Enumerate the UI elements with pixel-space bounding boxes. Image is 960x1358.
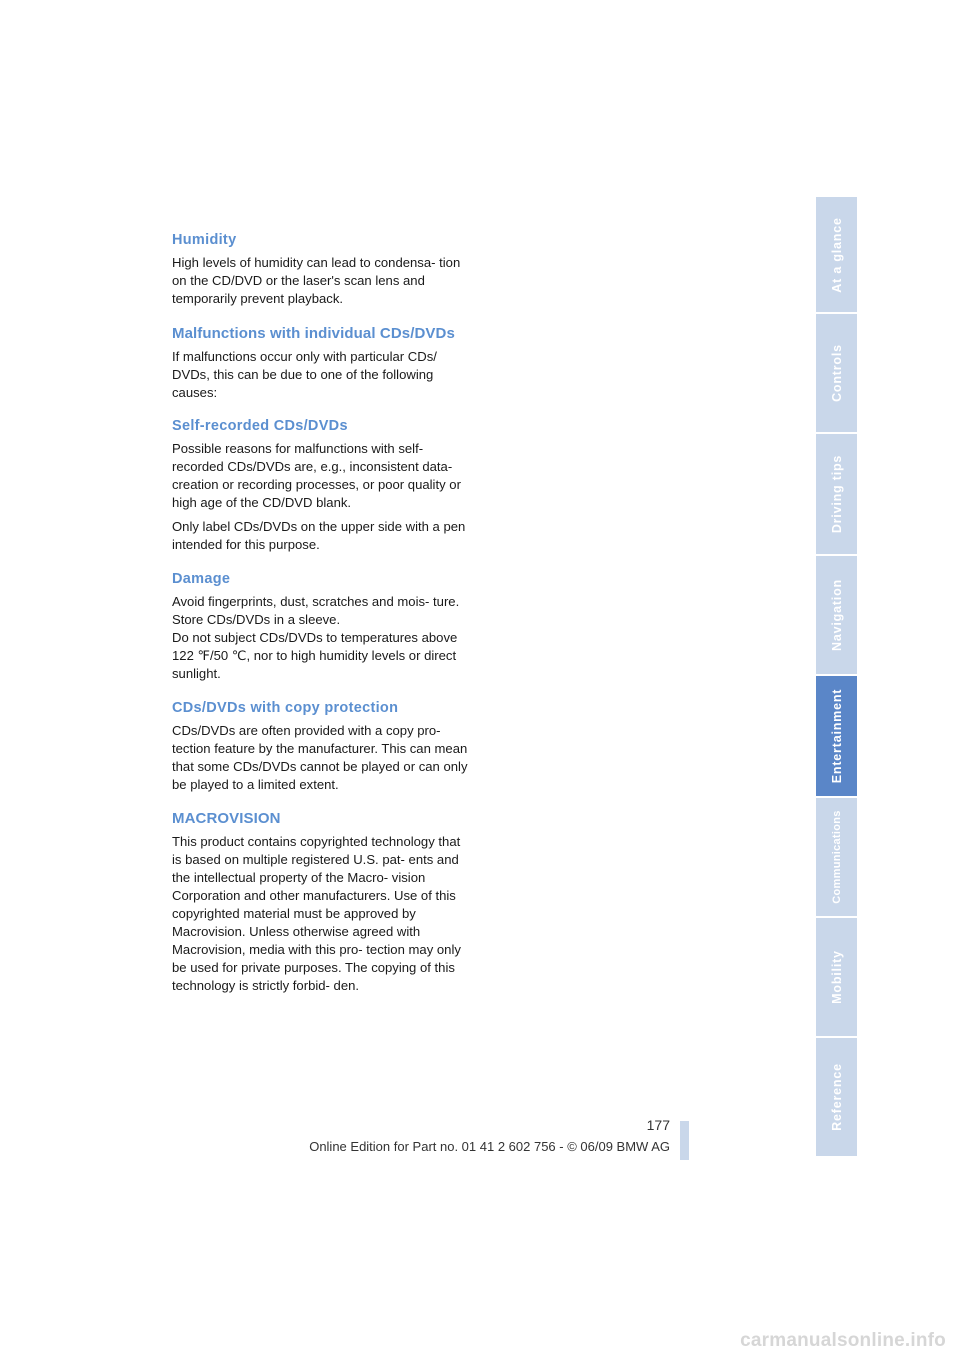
paragraph-humidity: High levels of humidity can lead to condensa- tion on the CD/DVD or the laser's scan lens and temporarily prevent playback. <box>172 255 461 306</box>
paragraph-self-recorded-1: Possible reasons for malfunctions with self- recorded CDs/DVDs are, e.g., inconsistent data-creation or recording processes, or poor quality or high age of the CD/DVD blank. <box>172 441 461 510</box>
paragraph-self-recorded-2: Only label CDs/DVDs on the upper side with a pen intended for this purpose. <box>172 519 466 552</box>
tab-controls[interactable] <box>816 314 857 432</box>
heading-malfunctions: Malfunctions with individual CDs/DVDs <box>172 325 455 342</box>
tab-navigation[interactable] <box>816 556 857 674</box>
footer-edition: Online Edition for Part no. 01 41 2 602 756 - © 06/09 BMW AG <box>309 1139 670 1154</box>
tab-reference[interactable] <box>816 1038 857 1156</box>
tab-label-driving-tips: Driving tips <box>829 454 844 534</box>
heading-humidity: Humidity <box>172 232 237 248</box>
tab-entertainment[interactable] <box>816 676 857 796</box>
damage-line-3: Do not subject CDs/DVDs to temperatures above 122 ℉/50 ℃, nor to high humidity levels or direct sunlight. <box>172 630 458 681</box>
paragraph-malfunctions: If malfunctions occur only with particular CDs/ DVDs, this can be due to one of the following causes: <box>172 349 437 400</box>
heading-macrovision: MACROVISION <box>172 810 281 827</box>
paragraph-copy-protection: CDs/DVDs are often provided with a copy pro- tection feature by the manufacturer. This can mean that some CDs/DVDs cannot be played or can only be played to a limited extent. <box>172 723 468 792</box>
tab-label-reference: Reference <box>829 1063 844 1131</box>
tab-driving-tips[interactable] <box>816 434 857 554</box>
page-number: 177 <box>646 1117 670 1133</box>
tab-label-navigation: Navigation <box>829 579 844 651</box>
heading-damage: Damage <box>172 571 231 587</box>
paragraph-damage <box>172 593 468 683</box>
tab-label-controls: Controls <box>829 344 844 402</box>
heading-self-recorded: Self-recorded CDs/DVDs <box>172 418 348 434</box>
chapter-tabs <box>816 197 857 1158</box>
tab-label-communications: Communications <box>830 810 843 904</box>
tab-label-at-a-glance: At a glance <box>829 216 844 293</box>
main-content <box>172 226 468 995</box>
paragraph-macrovision: This product contains copyrighted technology that is based on multiple registered U.S. pat- ents and the intellectual property of the Macro- vision Corporation and other manufacturers. Use of this copyrighted material must be approved by Macrovision. Unless otherwise agreed with Macrovision, media with this pro- tection may only be used for private purposes. The copying of this technology is strictly forbid- den. <box>172 834 461 993</box>
damage-line-2: Store CDs/DVDs in a sleeve. <box>172 612 341 627</box>
tab-label-entertainment: Entertainment <box>829 688 844 784</box>
tab-mobility[interactable] <box>816 918 857 1036</box>
footer-bar <box>680 1121 689 1160</box>
damage-line-1: Avoid fingerprints, dust, scratches and mois- ture. <box>172 594 460 609</box>
watermark: carmanualsonline.info <box>740 1330 946 1351</box>
heading-copy-protection: CDs/DVDs with copy protection <box>172 700 399 716</box>
tab-at-a-glance[interactable] <box>816 197 857 312</box>
tab-label-mobility: Mobility <box>829 950 844 1004</box>
tab-communications[interactable] <box>816 798 857 916</box>
